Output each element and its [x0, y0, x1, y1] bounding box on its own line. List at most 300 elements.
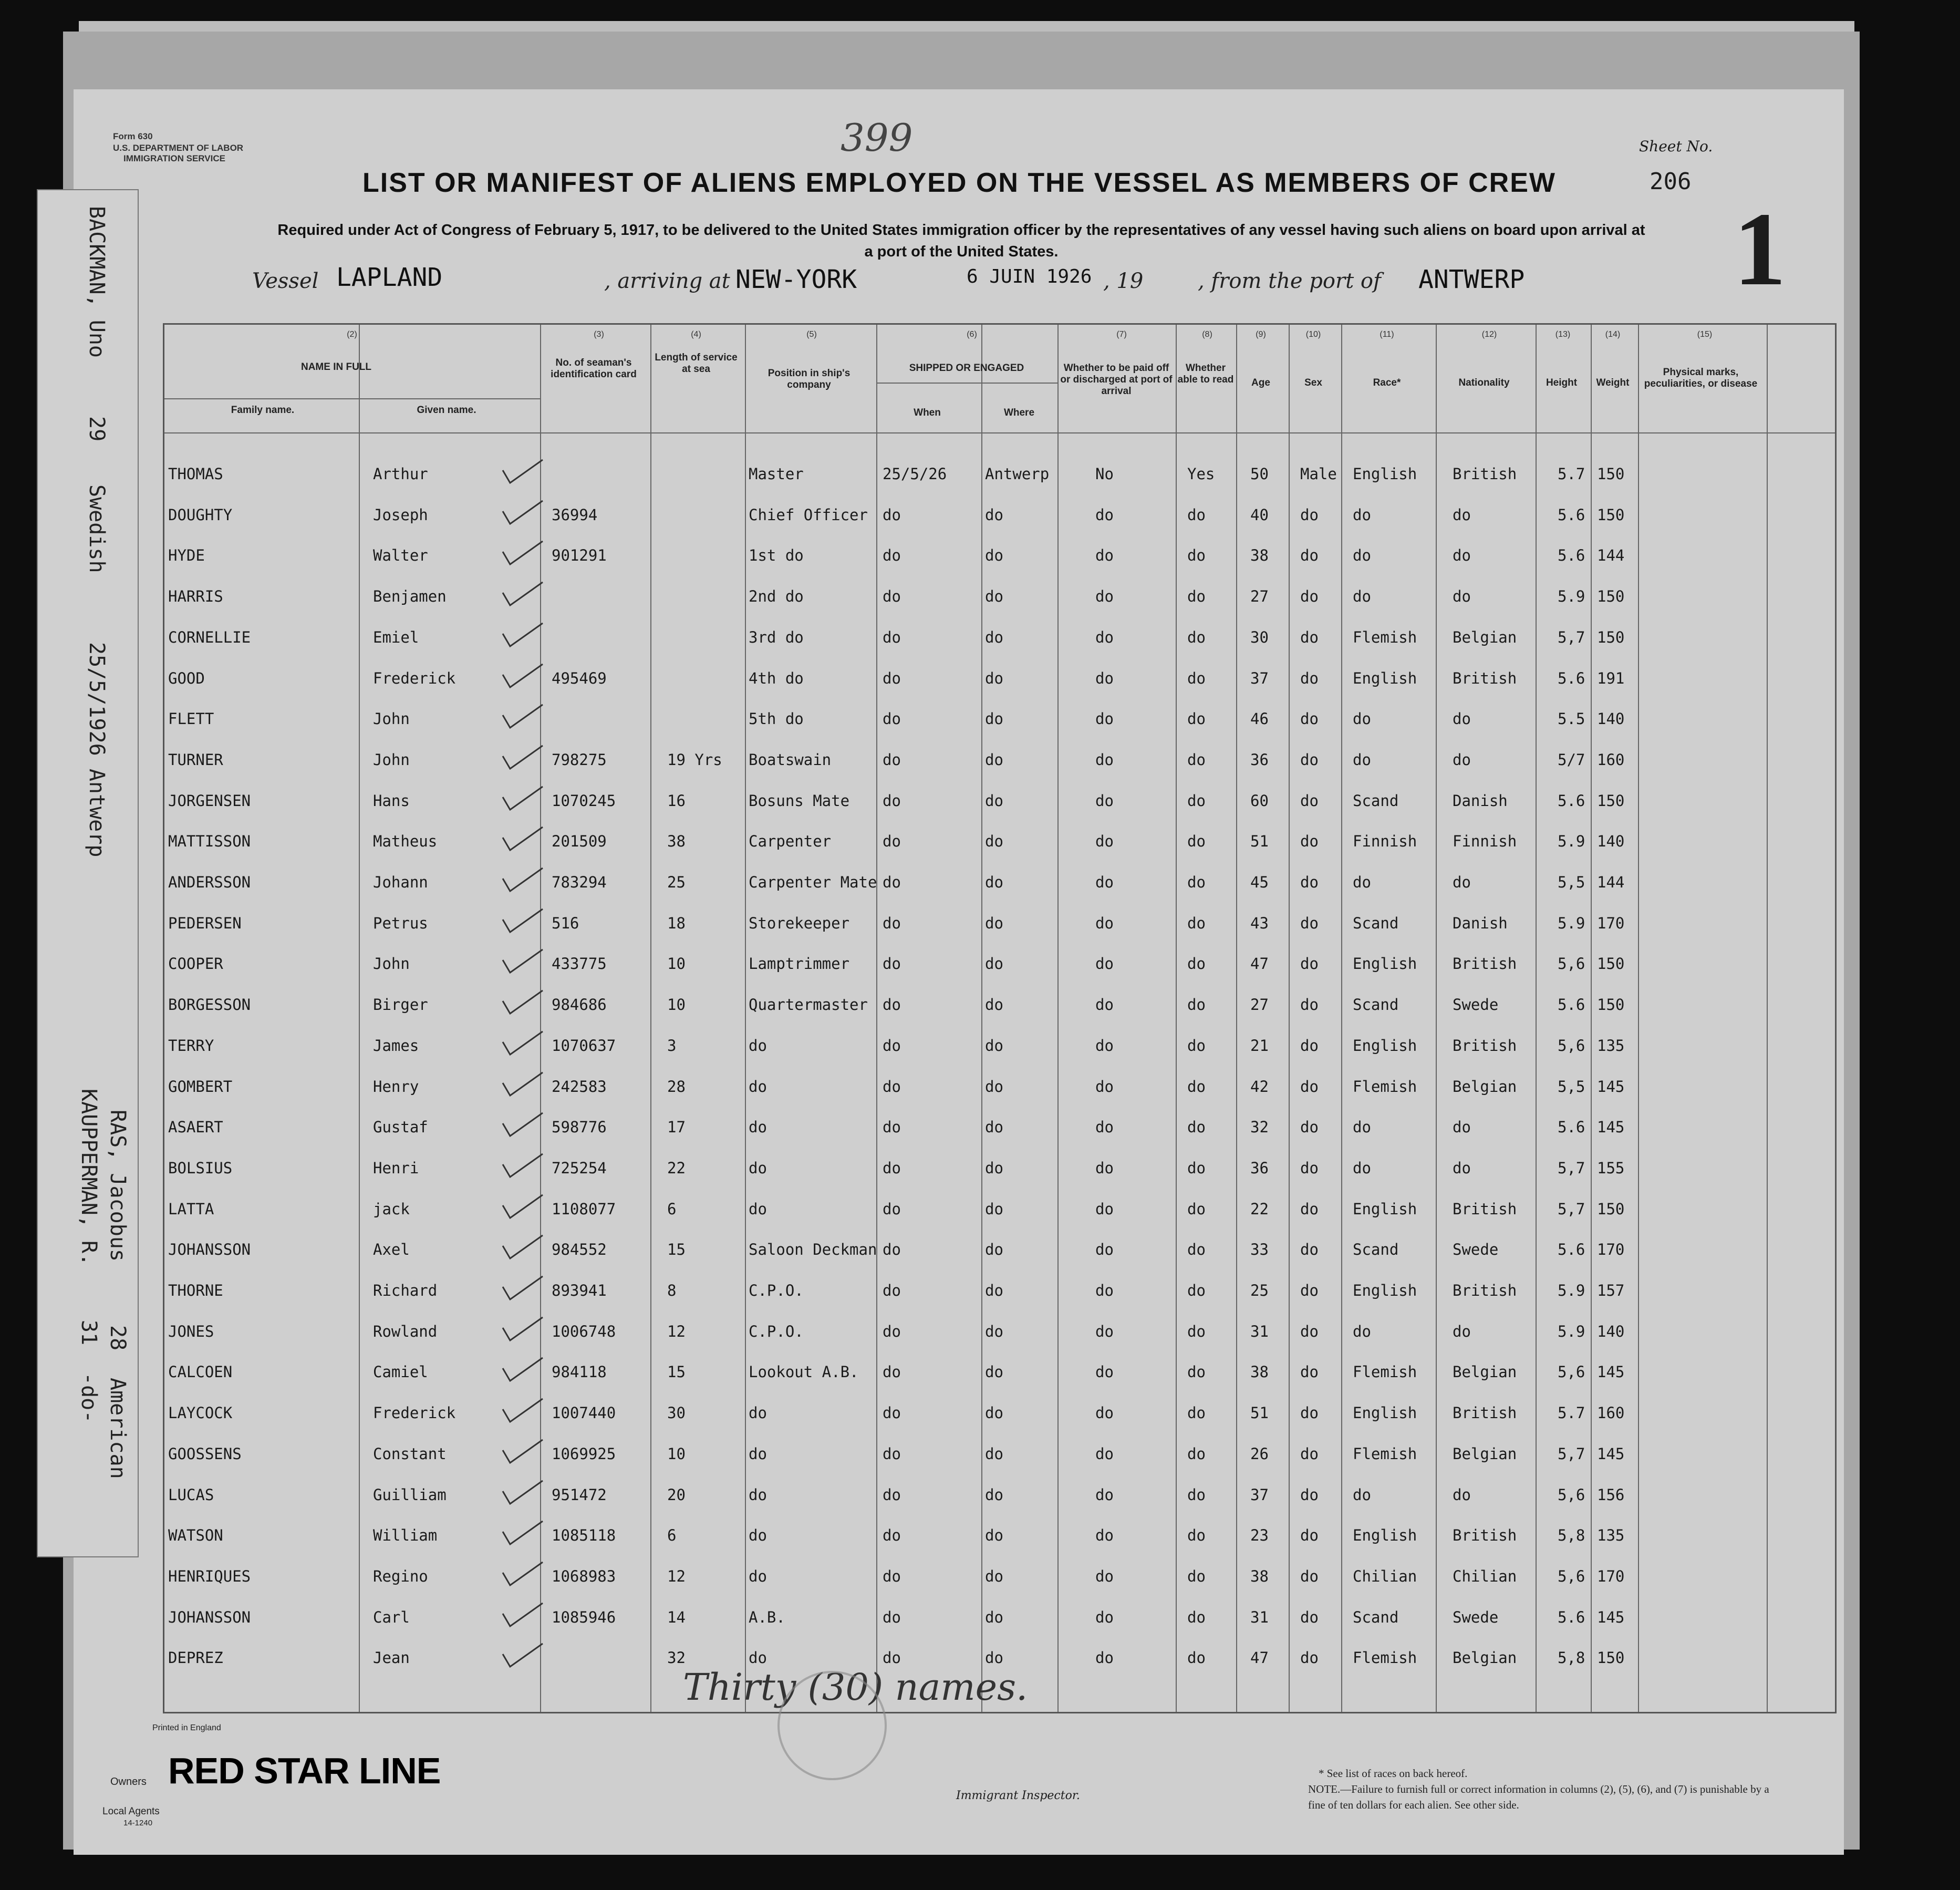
- nationality-cell: Belgian: [1453, 1445, 1517, 1463]
- weight-cell: 150: [1597, 587, 1625, 605]
- sheet-number: 206: [1650, 168, 1692, 195]
- weight-cell: 145: [1597, 1445, 1625, 1463]
- column-divider: [1176, 325, 1177, 1712]
- shipped-where-cell: do: [985, 506, 1003, 524]
- document-title: LIST OR MANIFEST OF ALIENS EMPLOYED ON THE VESSEL AS MEMBERS OF CREW: [362, 168, 1556, 198]
- able-to-read-cell: do: [1187, 710, 1206, 728]
- race-cell: Flemish: [1353, 1363, 1417, 1381]
- paid-off-cell: do: [1095, 1363, 1114, 1381]
- sex-cell: do: [1300, 1445, 1319, 1463]
- header-height: Height: [1546, 377, 1578, 388]
- height-cell: 5.9: [1558, 1282, 1585, 1299]
- nationality-cell: do: [1453, 1118, 1471, 1136]
- checkmark-icon: [502, 663, 544, 689]
- seaman-id-cell: 783294: [552, 873, 607, 891]
- able-to-read-cell: do: [1187, 669, 1206, 687]
- sex-cell: do: [1300, 1118, 1319, 1136]
- sex-cell: do: [1300, 1200, 1319, 1218]
- nationality-cell: Swede: [1453, 1241, 1499, 1258]
- sex-cell: do: [1300, 1404, 1319, 1422]
- checkmark-icon: [502, 540, 544, 566]
- nationality-cell: British: [1453, 955, 1517, 973]
- column-divider: [1536, 325, 1537, 1712]
- checkmark-icon: [502, 1030, 544, 1057]
- family-name-cell: MATTISSON: [168, 832, 251, 850]
- age-cell: 51: [1250, 1404, 1269, 1422]
- height-cell: 5.6: [1558, 792, 1585, 810]
- races-note: * See list of races on back hereof.: [1319, 1767, 1468, 1780]
- race-cell: do: [1353, 1118, 1371, 1136]
- family-name-cell: LATTA: [168, 1200, 214, 1218]
- service-length-cell: 17: [667, 1118, 686, 1136]
- given-name-cell: Johann: [373, 873, 428, 891]
- race-cell: do: [1353, 587, 1371, 605]
- given-name-cell: Walter: [373, 546, 428, 564]
- age-cell: 27: [1250, 996, 1269, 1014]
- nationality-cell: Finnish: [1453, 832, 1517, 850]
- paid-off-cell: do: [1095, 1159, 1114, 1177]
- paid-off-cell: do: [1095, 1241, 1114, 1258]
- given-name-cell: John: [373, 710, 410, 728]
- given-name-cell: jack: [373, 1200, 410, 1218]
- weight-cell: 170: [1597, 1241, 1625, 1258]
- paid-off-cell: do: [1095, 1567, 1114, 1585]
- race-cell: Finnish: [1353, 832, 1417, 850]
- owners-label: Owners: [110, 1776, 147, 1788]
- column-number: (13): [1555, 330, 1571, 339]
- column-number: (6): [967, 330, 977, 339]
- service-length-cell: 15: [667, 1241, 686, 1258]
- header-where: Where: [1003, 407, 1035, 418]
- shipped-when-cell: do: [883, 996, 901, 1014]
- fine-note: NOTE.—Failure to furnish full or correct information in columns (2), (5), (6), and (7) is punishable by a fine of ten dollars for each alien. See other side.: [1308, 1783, 1769, 1811]
- service-length-cell: 10: [667, 1445, 686, 1463]
- seaman-id-cell: 725254: [552, 1159, 607, 1177]
- able-to-read-cell: do: [1187, 1159, 1206, 1177]
- race-cell: do: [1353, 1486, 1371, 1504]
- sex-cell: do: [1300, 955, 1319, 973]
- service-length-cell: 15: [667, 1363, 686, 1381]
- weight-cell: 150: [1597, 792, 1625, 810]
- nationality-cell: do: [1453, 873, 1471, 891]
- age-cell: 38: [1250, 1567, 1269, 1585]
- race-cell: English: [1353, 955, 1417, 973]
- race-cell: English: [1353, 1526, 1417, 1544]
- weight-cell: 140: [1597, 710, 1625, 728]
- checkmark-icon: [502, 581, 544, 607]
- position-cell: Saloon Deckman: [749, 1241, 877, 1258]
- race-cell: English: [1353, 669, 1417, 687]
- crew-table: [163, 323, 1837, 1713]
- weight-cell: 135: [1597, 1526, 1625, 1544]
- age-cell: 43: [1250, 914, 1269, 932]
- shipped-where-cell: do: [985, 873, 1003, 891]
- given-name-cell: Birger: [373, 996, 428, 1014]
- sex-cell: do: [1300, 669, 1319, 687]
- position-cell: do: [749, 1159, 767, 1177]
- height-cell: 5/7: [1558, 751, 1585, 769]
- age-cell: 33: [1250, 1241, 1269, 1258]
- shipped-when-cell: do: [883, 1526, 901, 1544]
- race-cell: do: [1353, 751, 1371, 769]
- checkmark-icon: [502, 1234, 544, 1261]
- service-length-cell: 8: [667, 1282, 677, 1299]
- height-cell: 5.9: [1558, 914, 1585, 932]
- seaman-id-cell: 984686: [552, 996, 607, 1014]
- race-cell: English: [1353, 1200, 1417, 1218]
- sex-cell: do: [1300, 1649, 1319, 1667]
- paid-off-cell: do: [1095, 546, 1114, 564]
- able-to-read-cell: do: [1187, 1363, 1206, 1381]
- height-cell: 5,7: [1558, 1159, 1585, 1177]
- able-to-read-cell: do: [1187, 587, 1206, 605]
- age-cell: 42: [1250, 1078, 1269, 1096]
- height-cell: 5,5: [1558, 873, 1585, 891]
- paid-off-cell: do: [1095, 873, 1114, 891]
- paid-off-cell: do: [1095, 914, 1114, 932]
- race-cell: Flemish: [1353, 628, 1417, 646]
- sex-cell: do: [1300, 628, 1319, 646]
- position-cell: Quartermaster: [749, 996, 868, 1014]
- printed-in: Printed in England: [152, 1723, 221, 1732]
- column-divider: [1341, 325, 1342, 1712]
- seaman-id-cell: 893941: [552, 1282, 607, 1299]
- sex-cell: do: [1300, 506, 1319, 524]
- shipped-where-cell: do: [985, 1241, 1003, 1258]
- seaman-id-cell: 1070637: [552, 1037, 616, 1055]
- seaman-id-cell: 495469: [552, 669, 607, 687]
- family-name-cell: TURNER: [168, 751, 223, 769]
- strip-line: 31: [77, 1320, 101, 1346]
- strip-line: Swedish: [85, 484, 109, 573]
- shipped-when-cell: do: [883, 832, 901, 850]
- sex-cell: do: [1300, 1241, 1319, 1258]
- column-number: (7): [1116, 330, 1127, 339]
- family-name-cell: THORNE: [168, 1282, 223, 1299]
- shipped-where-cell: do: [985, 832, 1003, 850]
- shipped-when-cell: do: [883, 1078, 901, 1096]
- column-divider: [745, 325, 746, 1712]
- age-cell: 37: [1250, 1486, 1269, 1504]
- race-cell: Flemish: [1353, 1649, 1417, 1667]
- weight-cell: 145: [1597, 1363, 1625, 1381]
- given-name-cell: Benjamen: [373, 587, 447, 605]
- nationality-cell: do: [1453, 1159, 1471, 1177]
- strip-line: 29: [85, 416, 109, 442]
- official-seal: [777, 1671, 887, 1780]
- strip-line: KAUPPERMAN, R.: [77, 1089, 101, 1266]
- height-cell: 5,6: [1558, 1567, 1585, 1585]
- shipped-where-cell: do: [985, 587, 1003, 605]
- shipped-when-cell: do: [883, 914, 901, 932]
- service-length-cell: 12: [667, 1567, 686, 1585]
- shipped-where-cell: do: [985, 1608, 1003, 1626]
- able-to-read-cell: do: [1187, 1323, 1206, 1340]
- age-cell: 31: [1250, 1323, 1269, 1340]
- height-cell: 5.6: [1558, 1118, 1585, 1136]
- sex-cell: do: [1300, 832, 1319, 850]
- weight-cell: 170: [1597, 1567, 1625, 1585]
- given-name-cell: James: [373, 1037, 419, 1055]
- department-name: U.S. DEPARTMENT OF LABOR: [113, 143, 244, 153]
- family-name-cell: HYDE: [168, 546, 205, 564]
- height-cell: 5.9: [1558, 587, 1585, 605]
- sex-cell: do: [1300, 1526, 1319, 1544]
- column-number: (10): [1305, 330, 1321, 339]
- seaman-id-cell: 984552: [552, 1241, 607, 1258]
- able-to-read-cell: do: [1187, 914, 1206, 932]
- position-cell: do: [749, 1486, 767, 1504]
- strip-line: RAS, Jacobus: [106, 1110, 130, 1262]
- shipped-where-cell: do: [985, 1567, 1003, 1585]
- document-subtitle: Required under Act of Congress of February 5, 1917, to be delivered to the United States immigration officer by the representatives of any vessel having such aliens on board upon arrival at a port of the United States.: [277, 222, 1645, 260]
- inspector-label: Immigrant Inspector.: [956, 1789, 1080, 1802]
- sex-cell: do: [1300, 1282, 1319, 1299]
- nationality-cell: British: [1453, 1282, 1517, 1299]
- race-cell: Flemish: [1353, 1078, 1417, 1096]
- family-name-cell: GOOSSENS: [168, 1445, 242, 1463]
- given-name-cell: Arthur: [373, 465, 428, 483]
- header-race: Race*: [1373, 377, 1401, 388]
- given-name-cell: Petrus: [373, 914, 428, 932]
- position-cell: Lamptrimmer: [749, 955, 850, 973]
- column-number: (11): [1380, 330, 1394, 339]
- paid-off-cell: do: [1095, 1649, 1114, 1667]
- checkmark-icon: [502, 1602, 544, 1628]
- header-bottom-line: [164, 432, 1835, 433]
- sex-cell: do: [1300, 1159, 1319, 1177]
- age-cell: 31: [1250, 1608, 1269, 1626]
- nationality-cell: Chilian: [1453, 1567, 1517, 1585]
- checkmark-icon: [502, 1316, 544, 1342]
- family-name-cell: JORGENSEN: [168, 792, 251, 810]
- column-divider: [1236, 325, 1237, 1712]
- race-cell: Chilian: [1353, 1567, 1417, 1585]
- shipped-when-cell: do: [883, 1363, 901, 1381]
- paid-off-cell: do: [1095, 1608, 1114, 1626]
- subheader-line: [164, 398, 540, 399]
- column-divider: [981, 325, 982, 1712]
- header-given-name: Given name.: [417, 405, 476, 416]
- family-name-cell: BORGESSON: [168, 996, 251, 1014]
- nationality-cell: British: [1453, 1404, 1517, 1422]
- position-cell: Master: [749, 465, 804, 483]
- nationality-cell: British: [1453, 669, 1517, 687]
- column-number: (14): [1605, 330, 1621, 339]
- sex-cell: do: [1300, 710, 1319, 728]
- paid-off-cell: do: [1095, 506, 1114, 524]
- column-divider: [1289, 325, 1290, 1712]
- height-cell: 5.9: [1558, 832, 1585, 850]
- able-to-read-cell: do: [1187, 751, 1206, 769]
- sheet-label: Sheet No.: [1639, 138, 1713, 155]
- nationality-cell: Belgian: [1453, 1649, 1517, 1667]
- age-cell: 38: [1250, 546, 1269, 564]
- weight-cell: 145: [1597, 1608, 1625, 1626]
- shipped-where-cell: do: [985, 1486, 1003, 1504]
- shipped-where-cell: do: [985, 996, 1003, 1014]
- able-to-read-cell: do: [1187, 1241, 1206, 1258]
- nationality-cell: Danish: [1453, 914, 1508, 932]
- year-label: , 19: [1103, 269, 1144, 293]
- header-weight: Weight: [1596, 377, 1630, 388]
- shipped-when-cell: do: [883, 1404, 901, 1422]
- service-length-cell: 12: [667, 1323, 686, 1340]
- able-to-read-cell: do: [1187, 1118, 1206, 1136]
- shipped-where-cell: do: [985, 1282, 1003, 1299]
- nationality-cell: British: [1453, 465, 1517, 483]
- checkmark-icon: [502, 1112, 544, 1138]
- seaman-id-cell: 598776: [552, 1118, 607, 1136]
- column-divider: [1436, 325, 1437, 1712]
- paid-off-cell: do: [1095, 1118, 1114, 1136]
- seaman-id-cell: 36994: [552, 506, 598, 524]
- given-name-cell: Henri: [373, 1159, 419, 1177]
- age-cell: 45: [1250, 873, 1269, 891]
- checkmark-icon: [502, 1643, 544, 1669]
- race-cell: Scand: [1353, 1241, 1399, 1258]
- subheader-line: [876, 383, 1057, 384]
- nationality-cell: British: [1453, 1037, 1517, 1055]
- paid-off-cell: No: [1095, 465, 1114, 483]
- paid-off-cell: do: [1095, 1200, 1114, 1218]
- sex-cell: do: [1300, 1363, 1319, 1381]
- race-cell: English: [1353, 465, 1417, 483]
- position-cell: do: [749, 1445, 767, 1463]
- family-name-cell: JOHANSSON: [168, 1608, 251, 1626]
- seaman-id-cell: 798275: [552, 751, 607, 769]
- strip-line: 25/5/1926 Antwerp: [85, 642, 109, 858]
- nationality-cell: British: [1453, 1200, 1517, 1218]
- age-cell: 21: [1250, 1037, 1269, 1055]
- family-name-cell: HARRIS: [168, 587, 223, 605]
- seaman-id-cell: 433775: [552, 955, 607, 973]
- family-name-cell: COOPER: [168, 955, 223, 973]
- paid-off-cell: do: [1095, 669, 1114, 687]
- given-name-cell: John: [373, 751, 410, 769]
- position-cell: Chief Officer: [749, 506, 868, 524]
- family-name-cell: LAYCOCK: [168, 1404, 233, 1422]
- paid-off-cell: do: [1095, 1486, 1114, 1504]
- header-able-read: Whether able to read: [1177, 363, 1234, 385]
- service-length-cell: 6: [667, 1200, 677, 1218]
- shipped-when-cell: do: [883, 1323, 901, 1340]
- paid-off-cell: do: [1095, 1526, 1114, 1544]
- able-to-read-cell: do: [1187, 996, 1206, 1014]
- seaman-id-cell: 516: [552, 914, 579, 932]
- weight-cell: 150: [1597, 1200, 1625, 1218]
- given-name-cell: Guilliam: [373, 1486, 447, 1504]
- age-cell: 26: [1250, 1445, 1269, 1463]
- shipped-when-cell: do: [883, 506, 901, 524]
- shipped-when-cell: do: [883, 1159, 901, 1177]
- checkmark-icon: [502, 786, 544, 812]
- sex-cell: do: [1300, 1567, 1319, 1585]
- header-paid-off: Whether to be paid off or discharged at port of arrival: [1060, 363, 1173, 397]
- race-cell: Flemish: [1353, 1445, 1417, 1463]
- shipped-when-cell: do: [883, 1200, 901, 1218]
- form-number: Form 630: [113, 131, 153, 141]
- checkmark-icon: [502, 1439, 544, 1465]
- able-to-read-cell: do: [1187, 1078, 1206, 1096]
- shipped-where-cell: Antwerp: [985, 465, 1050, 483]
- given-name-cell: Rowland: [373, 1323, 438, 1340]
- shipped-where-cell: do: [985, 955, 1003, 973]
- seaman-id-cell: 1007440: [552, 1404, 616, 1422]
- column-number: (4): [691, 330, 701, 339]
- column-number: (2): [347, 330, 357, 339]
- weight-cell: 144: [1597, 546, 1625, 564]
- family-name-cell: PEDERSEN: [168, 914, 242, 932]
- weight-cell: 156: [1597, 1486, 1625, 1504]
- date-stamp: 6 JUIN 1926: [967, 266, 1092, 287]
- able-to-read-cell: do: [1187, 506, 1206, 524]
- paid-off-cell: do: [1095, 751, 1114, 769]
- height-cell: 5,7: [1558, 628, 1585, 646]
- footer-note: [1308, 1765, 1781, 1813]
- age-cell: 47: [1250, 955, 1269, 973]
- header-name-in-full: NAME IN FULL: [300, 362, 372, 373]
- shipped-where-cell: do: [985, 1078, 1003, 1096]
- age-cell: 51: [1250, 832, 1269, 850]
- race-cell: Scand: [1353, 792, 1399, 810]
- weight-cell: 145: [1597, 1118, 1625, 1136]
- service-length-cell: 16: [667, 792, 686, 810]
- family-name-cell: JONES: [168, 1323, 214, 1340]
- position-cell: Carpenter Mate: [749, 873, 877, 891]
- weight-cell: 160: [1597, 1404, 1625, 1422]
- weight-cell: 170: [1597, 914, 1625, 932]
- column-number: (15): [1697, 330, 1713, 339]
- given-name-cell: Henry: [373, 1078, 419, 1096]
- shipped-where-cell: do: [985, 1323, 1003, 1340]
- position-cell: do: [749, 1118, 767, 1136]
- checkmark-icon: [502, 622, 544, 648]
- checkmark-icon: [502, 1520, 544, 1546]
- service-length-cell: 38: [667, 832, 686, 850]
- race-cell: English: [1353, 1037, 1417, 1055]
- position-cell: do: [749, 1404, 767, 1422]
- shipped-when-cell: do: [883, 587, 901, 605]
- paid-off-cell: do: [1095, 832, 1114, 850]
- checkmark-icon: [502, 948, 544, 975]
- arriving-label: , arriving at: [604, 269, 730, 293]
- sex-cell: do: [1300, 996, 1319, 1014]
- weight-cell: 150: [1597, 465, 1625, 483]
- arrival-port: NEW-YORK: [735, 265, 857, 294]
- position-cell: do: [749, 1037, 767, 1055]
- nationality-cell: do: [1453, 1486, 1471, 1504]
- shipped-where-cell: do: [985, 1404, 1003, 1422]
- shipped-when-cell: do: [883, 1608, 901, 1626]
- age-cell: 47: [1250, 1649, 1269, 1667]
- weight-cell: 140: [1597, 832, 1625, 850]
- shipped-when-cell: do: [883, 1282, 901, 1299]
- able-to-read-cell: do: [1187, 546, 1206, 564]
- position-cell: Carpenter: [749, 832, 832, 850]
- column-divider: [1638, 325, 1639, 1712]
- shipped-when-cell: do: [883, 955, 901, 973]
- weight-cell: 150: [1597, 506, 1625, 524]
- service-length-cell: 20: [667, 1486, 686, 1504]
- service-length-cell: 6: [667, 1526, 677, 1544]
- family-name-cell: GOMBERT: [168, 1078, 233, 1096]
- checkmark-icon: [502, 1480, 544, 1506]
- weight-cell: 157: [1597, 1282, 1625, 1299]
- height-cell: 5.6: [1558, 506, 1585, 524]
- height-cell: 5,7: [1558, 1200, 1585, 1218]
- shipped-when-cell: 25/5/26: [883, 465, 947, 483]
